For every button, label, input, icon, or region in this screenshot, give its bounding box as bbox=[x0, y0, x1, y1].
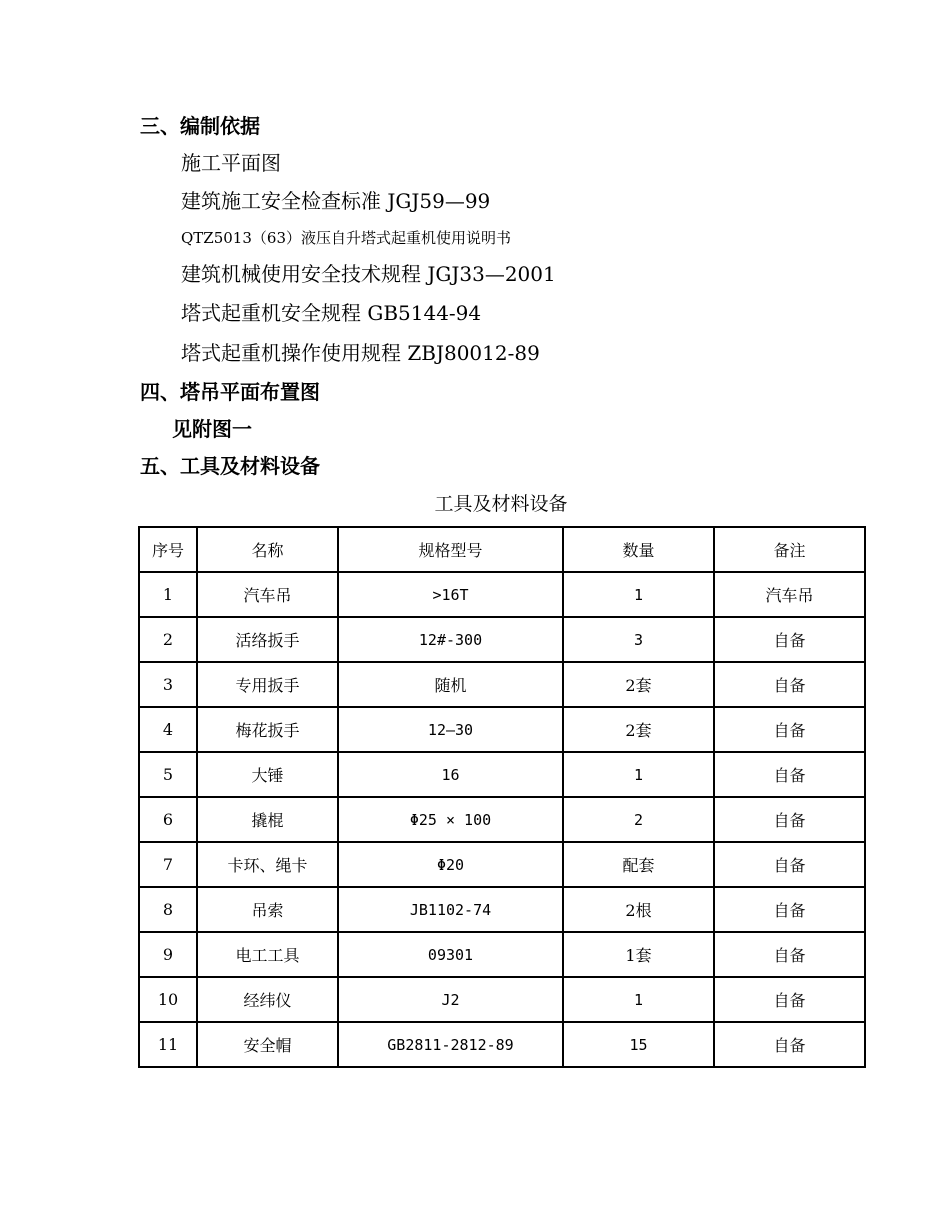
cell-spec: JB1102-74 bbox=[338, 887, 563, 932]
reference-6: 塔式起重机操作使用规程 ZBJ80012-89 bbox=[181, 341, 540, 365]
cell-index: 6 bbox=[139, 797, 197, 842]
column-header-remark: 备注 bbox=[714, 527, 865, 572]
cell-index: 7 bbox=[139, 842, 197, 887]
cell-spec: 12#-300 bbox=[338, 617, 563, 662]
cell-spec: GB2811-2812-89 bbox=[338, 1022, 563, 1067]
cell-name: 吊索 bbox=[197, 887, 338, 932]
table-row bbox=[139, 932, 865, 977]
table-title: 工具及材料设备 bbox=[434, 493, 568, 515]
cell-quantity: 1 bbox=[563, 752, 714, 797]
cell-spec: Φ25 × 100 bbox=[338, 797, 563, 842]
cell-quantity: 2套 bbox=[563, 707, 714, 752]
cell-index: 4 bbox=[139, 707, 197, 752]
table-row bbox=[139, 797, 865, 842]
reference-2: 建筑施工安全检查标准 JGJ59—99 bbox=[181, 189, 491, 213]
column-header-index: 序号 bbox=[139, 527, 197, 572]
table-row bbox=[139, 707, 865, 752]
table-row bbox=[139, 752, 865, 797]
cell-spec: Φ20 bbox=[338, 842, 563, 887]
cell-spec: >16T bbox=[338, 572, 563, 617]
cell-remark: 自备 bbox=[714, 887, 865, 932]
table-row bbox=[139, 662, 865, 707]
cell-name: 撬棍 bbox=[197, 797, 338, 842]
table-row bbox=[139, 977, 865, 1022]
section-3-heading: 三、编制依据 bbox=[140, 114, 260, 138]
cell-quantity: 1套 bbox=[563, 932, 714, 977]
reference-4: 建筑机械使用安全技术规程 JGJ33—2001 bbox=[181, 262, 556, 286]
cell-quantity: 1 bbox=[563, 572, 714, 617]
cell-name: 大锤 bbox=[197, 752, 338, 797]
cell-index: 5 bbox=[139, 752, 197, 797]
reference-5: 塔式起重机安全规程 GB5144-94 bbox=[181, 301, 482, 325]
cell-name: 梅花扳手 bbox=[197, 707, 338, 752]
cell-name: 安全帽 bbox=[197, 1022, 338, 1067]
column-header-quantity: 数量 bbox=[563, 527, 714, 572]
cell-remark: 自备 bbox=[714, 797, 865, 842]
table-row bbox=[139, 887, 865, 932]
column-header-name: 名称 bbox=[197, 527, 338, 572]
cell-index: 9 bbox=[139, 932, 197, 977]
cell-spec: J2 bbox=[338, 977, 563, 1022]
cell-quantity: 2套 bbox=[563, 662, 714, 707]
cell-spec: 12—30 bbox=[338, 707, 563, 752]
cell-index: 1 bbox=[139, 572, 197, 617]
column-header-spec: 规格型号 bbox=[338, 527, 563, 572]
equipment-table bbox=[138, 526, 866, 1068]
cell-index: 2 bbox=[139, 617, 197, 662]
cell-spec: 16 bbox=[338, 752, 563, 797]
cell-name: 专用扳手 bbox=[197, 662, 338, 707]
cell-remark: 自备 bbox=[714, 842, 865, 887]
cell-name: 卡环、绳卡 bbox=[197, 842, 338, 887]
cell-quantity: 配套 bbox=[563, 842, 714, 887]
cell-quantity: 2 bbox=[563, 797, 714, 842]
cell-remark: 自备 bbox=[714, 707, 865, 752]
section-4-heading: 四、塔吊平面布置图 bbox=[140, 380, 320, 404]
cell-remark: 自备 bbox=[714, 932, 865, 977]
cell-spec: 09301 bbox=[338, 932, 563, 977]
cell-spec: 随机 bbox=[338, 662, 563, 707]
table-row bbox=[139, 1022, 865, 1067]
cell-remark: 自备 bbox=[714, 617, 865, 662]
see-attachment-note: 见附图一 bbox=[172, 417, 252, 441]
cell-name: 电工工具 bbox=[197, 932, 338, 977]
reference-3: QTZ5013（63）液压自升塔式起重机使用说明书 bbox=[181, 229, 511, 247]
cell-index: 11 bbox=[139, 1022, 197, 1067]
table-row bbox=[139, 617, 865, 662]
cell-quantity: 3 bbox=[563, 617, 714, 662]
section-5-heading: 五、工具及材料设备 bbox=[140, 454, 320, 478]
cell-quantity: 2根 bbox=[563, 887, 714, 932]
cell-name: 活络扳手 bbox=[197, 617, 338, 662]
cell-remark: 汽车吊 bbox=[714, 572, 865, 617]
cell-index: 3 bbox=[139, 662, 197, 707]
cell-name: 汽车吊 bbox=[197, 572, 338, 617]
cell-remark: 自备 bbox=[714, 662, 865, 707]
cell-remark: 自备 bbox=[714, 1022, 865, 1067]
cell-quantity: 1 bbox=[563, 977, 714, 1022]
cell-index: 10 bbox=[139, 977, 197, 1022]
cell-quantity: 15 bbox=[563, 1022, 714, 1067]
cell-remark: 自备 bbox=[714, 977, 865, 1022]
table-header-row bbox=[139, 527, 865, 572]
table-row bbox=[139, 842, 865, 887]
cell-name: 经纬仪 bbox=[197, 977, 338, 1022]
reference-1: 施工平面图 bbox=[181, 151, 281, 175]
cell-index: 8 bbox=[139, 887, 197, 932]
cell-remark: 自备 bbox=[714, 752, 865, 797]
table-row bbox=[139, 572, 865, 617]
